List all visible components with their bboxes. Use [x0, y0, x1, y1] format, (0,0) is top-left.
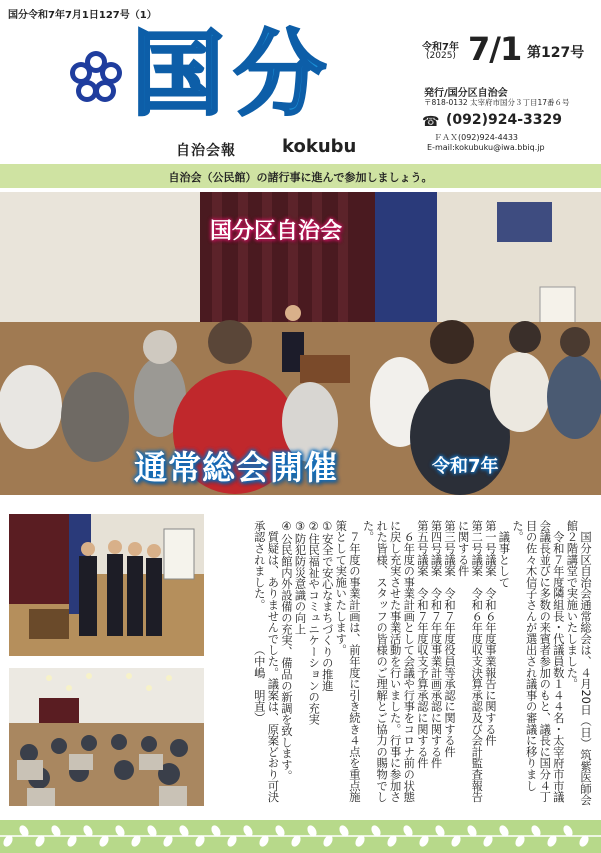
- phone-icon: ☎: [422, 114, 440, 130]
- fax-number: ＦＡＸ(092)924-4433: [434, 133, 519, 142]
- article-paragraph: 質疑は、ありませんでした。議案は、原案どおり可決承認されました。 （中嶋 明直）: [252, 520, 280, 803]
- issue-number: 第127号: [527, 45, 585, 61]
- headline: 通常総会開催: [134, 448, 338, 487]
- audience-seated-photo: [9, 668, 204, 806]
- address: 〒818-0132 太宰府市国分３丁目17番６号: [424, 98, 570, 107]
- priority-item: ④公民館内外設備の充実、備品の新調を致します。: [279, 520, 293, 782]
- article-paragraph: ７年度の事業計画は、前年度に引き続き４点を重点施策として実施いたします。: [334, 520, 361, 803]
- date-year: (2025): [426, 51, 456, 61]
- photo-caption: 国分区自治会: [210, 219, 343, 244]
- publisher: 発行/国分区自治会: [424, 88, 508, 99]
- agenda-item: 第一号議案 令和６年度事業報告に関する件: [483, 520, 497, 746]
- article-paragraph: 議事として: [497, 520, 511, 588]
- issue-date: 7/1: [468, 30, 522, 68]
- masthead-subtitle: 自治会報: [176, 143, 236, 159]
- priority-item: ②住民福祉やコミュニケーションの充実: [307, 520, 321, 726]
- agenda-item: 第三号議案 令和７年度役員等承認に関する件: [443, 520, 457, 758]
- date-era: 令和7年: [422, 42, 459, 53]
- masthead-romanized: kokubu: [282, 136, 357, 157]
- article-paragraph: 国分区自治会通常総会は、４月20日（日）筑紫医師会館２階講堂で実施いたしました。: [565, 520, 592, 806]
- priority-item: ③防犯防災意識の向上: [293, 520, 307, 635]
- email-address: E-mail:kokubuku@iwa.bbiq.jp: [427, 143, 545, 152]
- priority-item: ①安全で安心なまちづくりの推進: [320, 520, 334, 692]
- article-body: [216, 520, 592, 810]
- agenda-item: 第二号議案 令和６年度収支決算承認及び会計監査報告に関する件: [456, 520, 484, 803]
- agenda-item: 第四号議案 令和７年度事業計画承認に関する件: [429, 520, 443, 769]
- issue-line: 国分令和7年7月1日127号（1）: [8, 10, 157, 21]
- agenda-item: 第五号議案 令和７年度収支予算承認に関する件: [415, 520, 429, 769]
- kokubu-emblem-logo: [68, 50, 124, 106]
- officers-on-stage-photo: [9, 514, 204, 656]
- masthead-title: 国分: [132, 21, 337, 128]
- headline-era: 令和7年: [432, 456, 499, 477]
- article-paragraph: ６年度の事業計画として会議や行事をコロナ前の状態に戻し充実させた事業活動を行いました。行事に参加された皆様、スタッフの皆様のご理解とご協力の賜物でした。: [361, 520, 416, 803]
- banner-text: 自治会（公民館）の諸行事に進んで参加しましょう。: [168, 171, 433, 184]
- phone-number: (092)924-3329: [446, 112, 563, 128]
- footer-leaf-border: [0, 820, 601, 853]
- article-paragraph: 令和７年度隣組長・代議員数１４４名・太宰府市市議会議長並びに多数の来賓者参加のもと、議長に国分４丁目の佐々木信子さんが選出され議事の審議に移りました。: [511, 520, 565, 803]
